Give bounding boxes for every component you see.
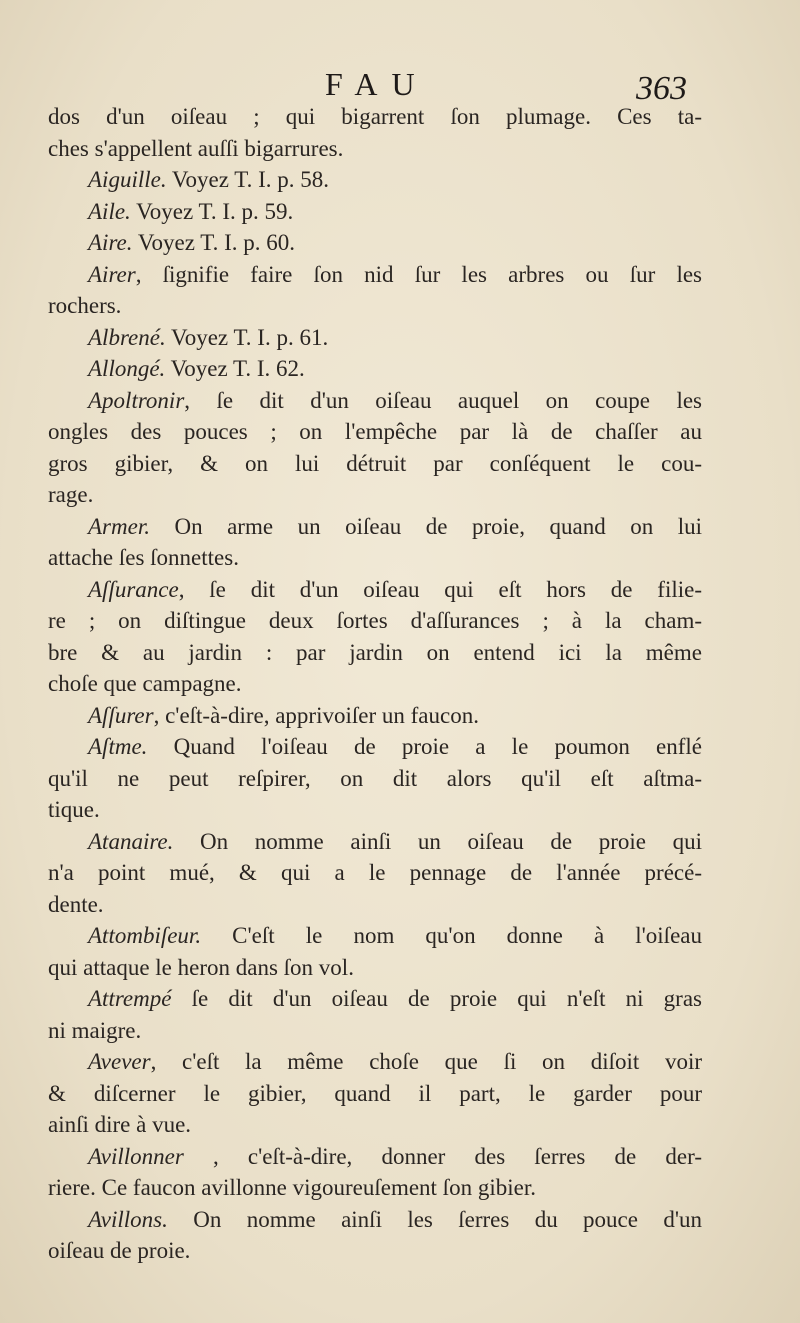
- line-text: attache ſes ſonnettes.: [48, 545, 239, 570]
- entry-line: [48, 511, 702, 543]
- entry-line: [48, 164, 702, 196]
- line-text: ſe dit d'un oiſeau de proie qui n'eſt ni gras: [171, 986, 702, 1011]
- entry-term: Aſtme.: [88, 734, 148, 759]
- entry-line: [48, 259, 702, 291]
- page-number: 363: [636, 70, 687, 107]
- entry-term: Allongé.: [88, 356, 166, 381]
- entry-term: Aſſurer: [88, 702, 154, 728]
- line-text: Quand l'oiſeau de proie a le poumon enflé: [147, 734, 702, 759]
- line-text: gros gibier, & on lui détruit par conſéquent le cou-: [48, 450, 702, 476]
- line-text: ainſi dire à vue.: [48, 1112, 192, 1137]
- line-text: dente.: [48, 891, 104, 917]
- entry-line: [48, 227, 702, 259]
- text-line: [48, 1078, 702, 1110]
- line-text: , ſe dit d'un oiſeau auquel on coupe les: [184, 387, 702, 413]
- line-text: , c'eſt-à-dire, apprivoiſer un faucon.: [153, 702, 479, 728]
- entry-term: Aiguille.: [88, 167, 167, 192]
- entry-term: Atanaire.: [88, 828, 174, 854]
- text-line: [48, 1172, 702, 1204]
- line-text: n'a point mué, & qui a le pennage de l'année précé-: [48, 860, 702, 885]
- line-text: Voyez T. I. p. 58.: [166, 167, 330, 192]
- line-text: Voyez T. I. 62.: [165, 356, 305, 381]
- line-text: , c'eſt-à-dire, donner des ſerres de der-: [183, 1143, 702, 1169]
- text-line: [48, 290, 702, 322]
- line-text: , ſe dit d'un oiſeau qui eſt hors de filie-: [178, 576, 702, 602]
- line-text: Voyez T. I. p. 60.: [132, 230, 295, 255]
- line-text: re ; on diſtingue deux ſortes d'aſſurances ; à la cham-: [48, 608, 702, 633]
- entry-line: [48, 700, 702, 732]
- text-line: [48, 416, 702, 448]
- entry-line: [48, 353, 702, 385]
- line-text: , ſignifie faire ſon nid ſur les arbres ou ſur les: [135, 261, 702, 287]
- line-text: On nomme ainſi les ſerres du pouce d'un: [167, 1206, 702, 1232]
- running-head: FAU: [325, 66, 429, 102]
- text-line: [48, 101, 702, 133]
- line-text: rage.: [48, 482, 94, 507]
- text-line: [48, 668, 702, 700]
- text-line: [48, 542, 702, 574]
- text-line: [48, 637, 702, 669]
- entry-line: [48, 731, 702, 763]
- entry-term: Airer: [88, 261, 136, 287]
- entry-line: [48, 920, 702, 952]
- entry-line: [48, 983, 702, 1015]
- text-line: [48, 794, 702, 826]
- entry-term: Armer.: [88, 513, 150, 539]
- line-text: ongles des pouces ; on l'empêche par là de chaſſer au: [48, 419, 702, 444]
- entry-term: Avillonner: [88, 1143, 184, 1169]
- dictionary-text: [48, 101, 702, 1267]
- page-header: [0, 66, 800, 106]
- entry-term: Aſſurance: [88, 576, 179, 602]
- line-text: C'eſt le nom qu'on donne à l'oiſeau: [201, 923, 702, 948]
- entry-term: Avillons.: [88, 1206, 168, 1232]
- entry-term: Albrené.: [88, 324, 166, 350]
- text-line: [48, 763, 702, 795]
- entry-term: Attrempé: [88, 986, 172, 1011]
- entry-line: [48, 1204, 702, 1236]
- entry-term: Attombiſeur.: [88, 923, 202, 948]
- text-line: [48, 1235, 702, 1267]
- entry-line: [48, 385, 702, 417]
- text-line: [48, 889, 702, 921]
- text-line: [48, 479, 702, 511]
- entry-line: [48, 1046, 702, 1078]
- line-text: ni maigre.: [48, 1017, 142, 1043]
- line-text: oiſeau de proie.: [48, 1238, 191, 1263]
- line-text: Voyez T. I. p. 61.: [165, 324, 329, 350]
- text-line: [48, 133, 702, 165]
- entry-term: Aile.: [88, 198, 131, 224]
- text-line: [48, 605, 702, 637]
- line-text: rochers.: [48, 293, 122, 318]
- line-text: qu'il ne peut reſpirer, on dit alors qu'il eſt aſtma-: [48, 765, 702, 791]
- line-text: dos d'un oiſeau ; qui bigarrent ſon plumage. Ces ta-: [48, 104, 702, 129]
- entry-line: [48, 574, 702, 606]
- entry-line: [48, 322, 702, 354]
- line-text: choſe que campagne.: [48, 671, 242, 696]
- entry-line: [48, 826, 702, 858]
- entry-line: [48, 196, 702, 228]
- text-line: [48, 448, 702, 480]
- entry-term: Aire.: [88, 230, 133, 255]
- text-line: [48, 1109, 702, 1141]
- line-text: riere. Ce faucon avillonne vigoureuſement ſon gibier.: [48, 1175, 536, 1200]
- line-text: Voyez T. I. p. 59.: [130, 198, 294, 224]
- entry-line: [48, 1141, 702, 1173]
- line-text: tique.: [48, 797, 100, 822]
- line-text: qui attaque le heron dans ſon vol.: [48, 954, 354, 980]
- line-text: & diſcerner le gibier, quand il part, le garder pour: [48, 1080, 702, 1106]
- text-line: [48, 1015, 702, 1047]
- line-text: ches s'appellent auſſi bigarrures.: [48, 135, 344, 161]
- line-text: bre & au jardin : par jardin on entend ici la même: [48, 639, 702, 665]
- text-line: [48, 857, 702, 889]
- entry-term: Avever: [88, 1049, 151, 1074]
- line-text: On arme un oiſeau de proie, quand on lui: [149, 513, 702, 539]
- line-text: On nomme ainſi un oiſeau de proie qui: [173, 828, 702, 854]
- entry-term: Apoltronir: [88, 387, 185, 413]
- text-line: [48, 952, 702, 984]
- line-text: , c'eſt la même choſe que ſi on diſoit voir: [150, 1049, 702, 1074]
